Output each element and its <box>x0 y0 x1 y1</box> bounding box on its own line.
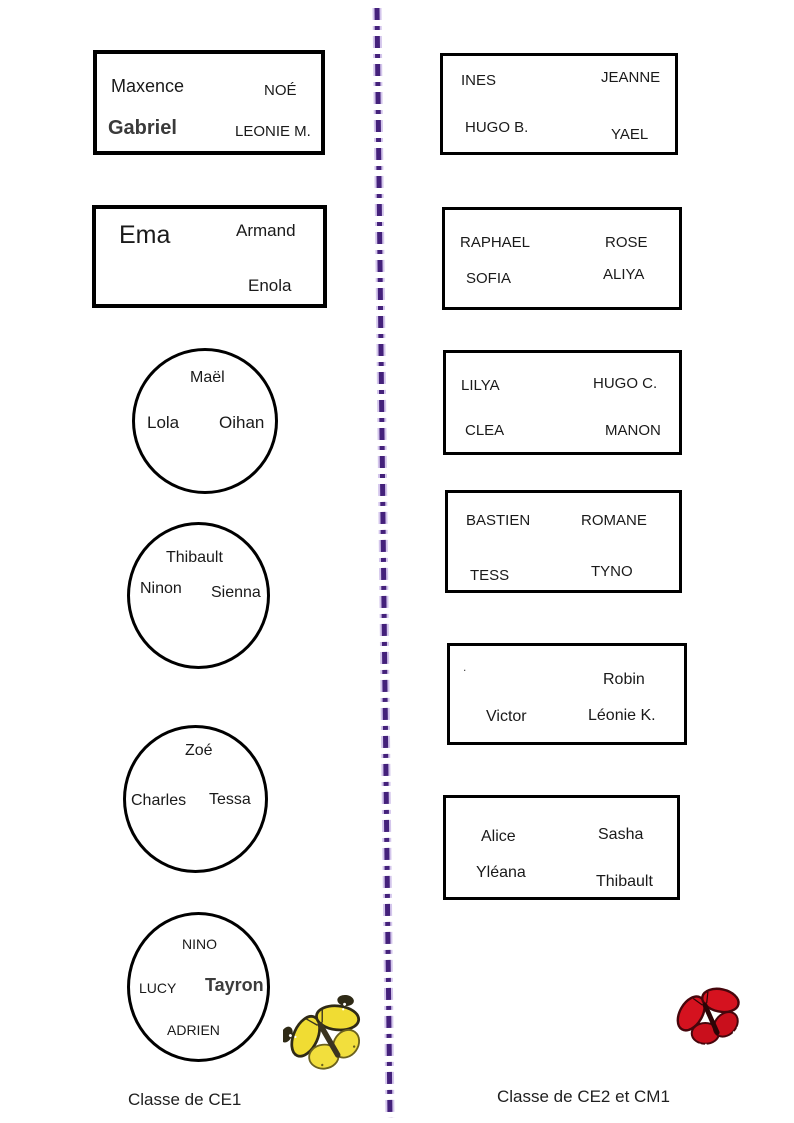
student-name: ROSE <box>605 234 648 251</box>
right-class-caption: Classe de CE2 et CM1 <box>497 1087 670 1106</box>
student-name: YAEL <box>611 126 649 143</box>
student-name: ADRIEN <box>167 1022 220 1038</box>
desk-group <box>440 53 678 155</box>
student-name: TESS <box>470 567 510 584</box>
student-name: Zoé <box>185 742 213 759</box>
student-name: Léonie K. <box>588 707 656 724</box>
student-name: LUCY <box>139 980 177 996</box>
student-name: Victor <box>486 708 527 725</box>
student-name: RAPHAEL <box>460 234 531 251</box>
student-name: NOÉ <box>264 82 297 99</box>
desk-group <box>443 350 682 455</box>
student-name: BASTIEN <box>466 512 531 529</box>
table-group <box>127 522 270 669</box>
divider-dashed-line <box>358 0 408 1123</box>
student-name: Yléana <box>476 864 526 881</box>
red-butterfly-icon <box>665 977 757 1057</box>
student-name: HUGO B. <box>465 119 529 136</box>
student-name: JEANNE <box>601 69 661 86</box>
student-name: LEONIE M. <box>235 123 311 140</box>
student-name: CLEA <box>465 422 505 439</box>
student-name: Maxence <box>111 76 185 96</box>
student-name: Enola <box>248 276 292 295</box>
student-name: Tayron <box>205 975 264 995</box>
student-name: Sienna <box>211 584 261 601</box>
desk-group <box>93 50 325 155</box>
student-name: INES <box>461 72 497 89</box>
desk-group <box>92 205 327 308</box>
stray-mark: . <box>463 660 467 674</box>
student-name: Lola <box>147 413 180 432</box>
student-name: SOFIA <box>466 270 512 287</box>
student-name: NINO <box>182 936 217 952</box>
student-name: Robin <box>603 671 645 688</box>
student-name: Armand <box>236 221 296 240</box>
table-group <box>123 725 268 873</box>
student-name: Ema <box>119 221 171 249</box>
student-name: MANON <box>605 422 661 439</box>
left-class-caption: Classe de CE1 <box>128 1090 242 1109</box>
student-name: Thibault <box>166 549 223 566</box>
student-name: Charles <box>131 792 187 809</box>
student-name: Maël <box>190 369 225 386</box>
student-name: HUGO C. <box>593 375 658 392</box>
student-name: Oihan <box>219 413 265 432</box>
desk-group <box>442 207 682 310</box>
student-name: Tessa <box>209 791 251 808</box>
desk-group <box>445 490 682 593</box>
student-name: ALIYA <box>603 266 645 283</box>
student-name: Thibault <box>596 873 653 890</box>
yellow-butterfly-icon <box>283 988 375 1088</box>
student-name: Alice <box>481 828 516 845</box>
table-group <box>127 912 270 1062</box>
table-group <box>132 348 278 494</box>
desk-group <box>447 643 687 745</box>
student-name: Sasha <box>598 826 644 843</box>
student-name: LILYA <box>461 377 500 394</box>
student-name: TYNO <box>591 563 633 580</box>
student-name: ROMANE <box>581 512 647 529</box>
desk-group <box>443 795 680 900</box>
student-name: Gabriel <box>108 117 177 139</box>
student-name: Ninon <box>140 580 182 597</box>
